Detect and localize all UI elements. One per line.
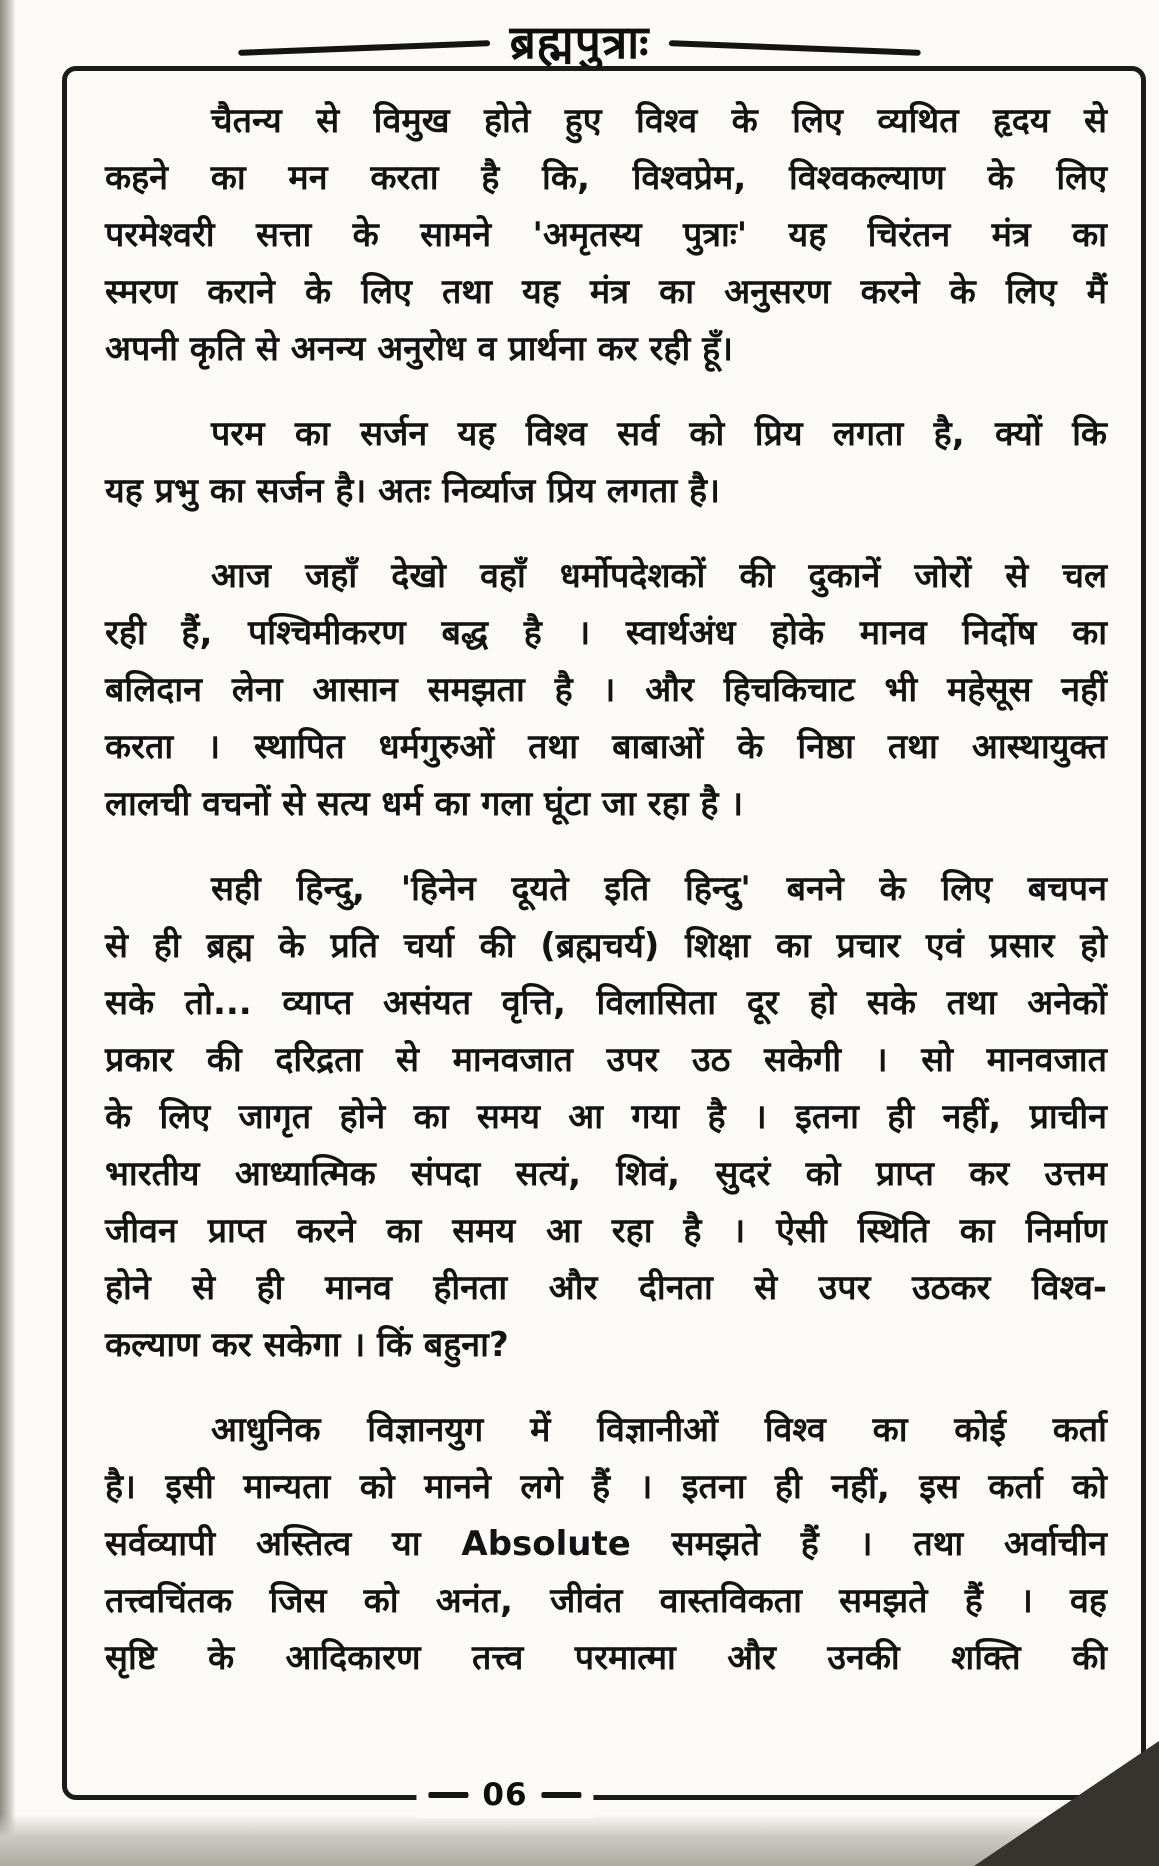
footer-dash-left <box>428 1792 468 1798</box>
text-line: भारतीय आध्यात्मिक संपदा सत्यं, शिवं, सुदरं को प्राप्त कर उत्तम <box>105 1154 1107 1194</box>
text-line: सही हिन्दु, 'हिनेन दूयते इति हिन्दु' बनने के लिए बचपन <box>211 869 1107 909</box>
paragraph <box>105 406 1107 520</box>
text-line: अपनी कृति से अनन्य अनुरोध व प्रार्थना कर रही हूँ। <box>105 329 734 369</box>
page-title: ब्रह्मपुत्राः <box>509 15 650 69</box>
text-line: परम का सर्जन यह विश्व सर्व को प्रिय लगता है, क्यों कि <box>211 414 1107 454</box>
text-line: यह प्रभु का सर्जन है। अतः निर्व्याज प्रिय लगता है। <box>105 471 720 511</box>
page-number: 06 <box>482 1777 528 1813</box>
text-line: के लिए जागृत होने का समय आ गया है । इतना ही नहीं, प्राचीन <box>105 1097 1107 1137</box>
text-line: सर्वव्यापी अस्तित्व या Absolute समझते हैं । तथा अर्वाचीन <box>105 1524 1107 1564</box>
paragraph <box>105 1402 1107 1687</box>
paragraph <box>105 93 1107 378</box>
paragraph <box>105 861 1107 1374</box>
header-rule-right <box>669 40 921 56</box>
page-number-footer <box>416 1772 593 1818</box>
text-line: तत्त्वचिंतक जिस को अनंत, जीवंत वास्तविकता समझते हैं । वह <box>105 1581 1107 1621</box>
footer-dash-right <box>542 1792 582 1798</box>
text-line: प्रकार की दरिद्रता से मानवजात उपर उठ सकेगी । सो मानवजात <box>105 1040 1107 1080</box>
text-line: कहने का मन करता है कि, विश्वप्रेम, विश्वकल्याण के लिए <box>105 158 1107 198</box>
text-line: परमेश्वरी सत्ता के सामने 'अमृतस्य पुत्राः' यह चिरंतन मंत्र का <box>105 215 1107 255</box>
text-line: है। इसी मान्यता को मानने लगे हैं । इतना ही नहीं, इस कर्ता को <box>105 1467 1107 1507</box>
text-line: चैतन्य से विमुख होते हुए विश्व के लिए व्यथित हृदय से <box>211 101 1107 141</box>
text-line: सृष्टि के आदिकारण तत्त्व परमात्मा और उनकी शक्ति की <box>105 1638 1107 1678</box>
text-line: जीवन प्राप्त करने का समय आ रहा है । ऐसी स्थिति का निर्माण <box>105 1211 1107 1251</box>
text-line: लालची वचनों से सत्य धर्म का गला घूंटा जा रहा है । <box>105 784 744 824</box>
text-line: करता । स्थापित धर्मगुरुओं तथा बाबाओं के निष्ठा तथा आस्थायुक्त <box>105 727 1107 767</box>
text-line: सके तो... व्याप्त असंयत वृत्ति, विलासिता दूर हो सके तथा अनेकों <box>105 983 1107 1023</box>
body-text <box>105 93 1107 1687</box>
text-border-frame <box>62 66 1146 1800</box>
text-line: स्मरण कराने के लिए तथा यह मंत्र का अनुसरण करने के लिए मैं <box>105 272 1107 312</box>
text-line: रही हैं, पश्चिमीकरण बद्ध है । स्वार्थअंध होके मानव निर्दोष का <box>105 613 1107 653</box>
text-line: आज जहाँ देखो वहाँ धर्मोपदेशकों की दुकानें जोरों से चल <box>211 556 1107 596</box>
text-line: होने से ही मानव हीनता और दीनता से उपर उठकर विश्व- <box>105 1268 1107 1308</box>
text-line: बलिदान लेना आसान समझता है । और हिचकिचाट भी महेसूस नहीं <box>105 670 1107 710</box>
text-line: आधुनिक विज्ञानयुग में विज्ञानीओं विश्व का कोई कर्ता <box>211 1410 1107 1450</box>
page-header <box>0 12 1159 72</box>
scan-left-edge <box>0 0 16 1866</box>
text-line: से ही ब्रह्म के प्रति चर्या की (ब्रह्मचर्य) शिक्षा का प्रचार एवं प्रसार हो <box>105 926 1107 966</box>
header-rule-left <box>238 40 490 56</box>
text-line: कल्याण कर सकेगा । किं बहुना? <box>105 1325 509 1365</box>
scan-bottom-edge <box>0 1814 1159 1866</box>
paragraph <box>105 548 1107 833</box>
